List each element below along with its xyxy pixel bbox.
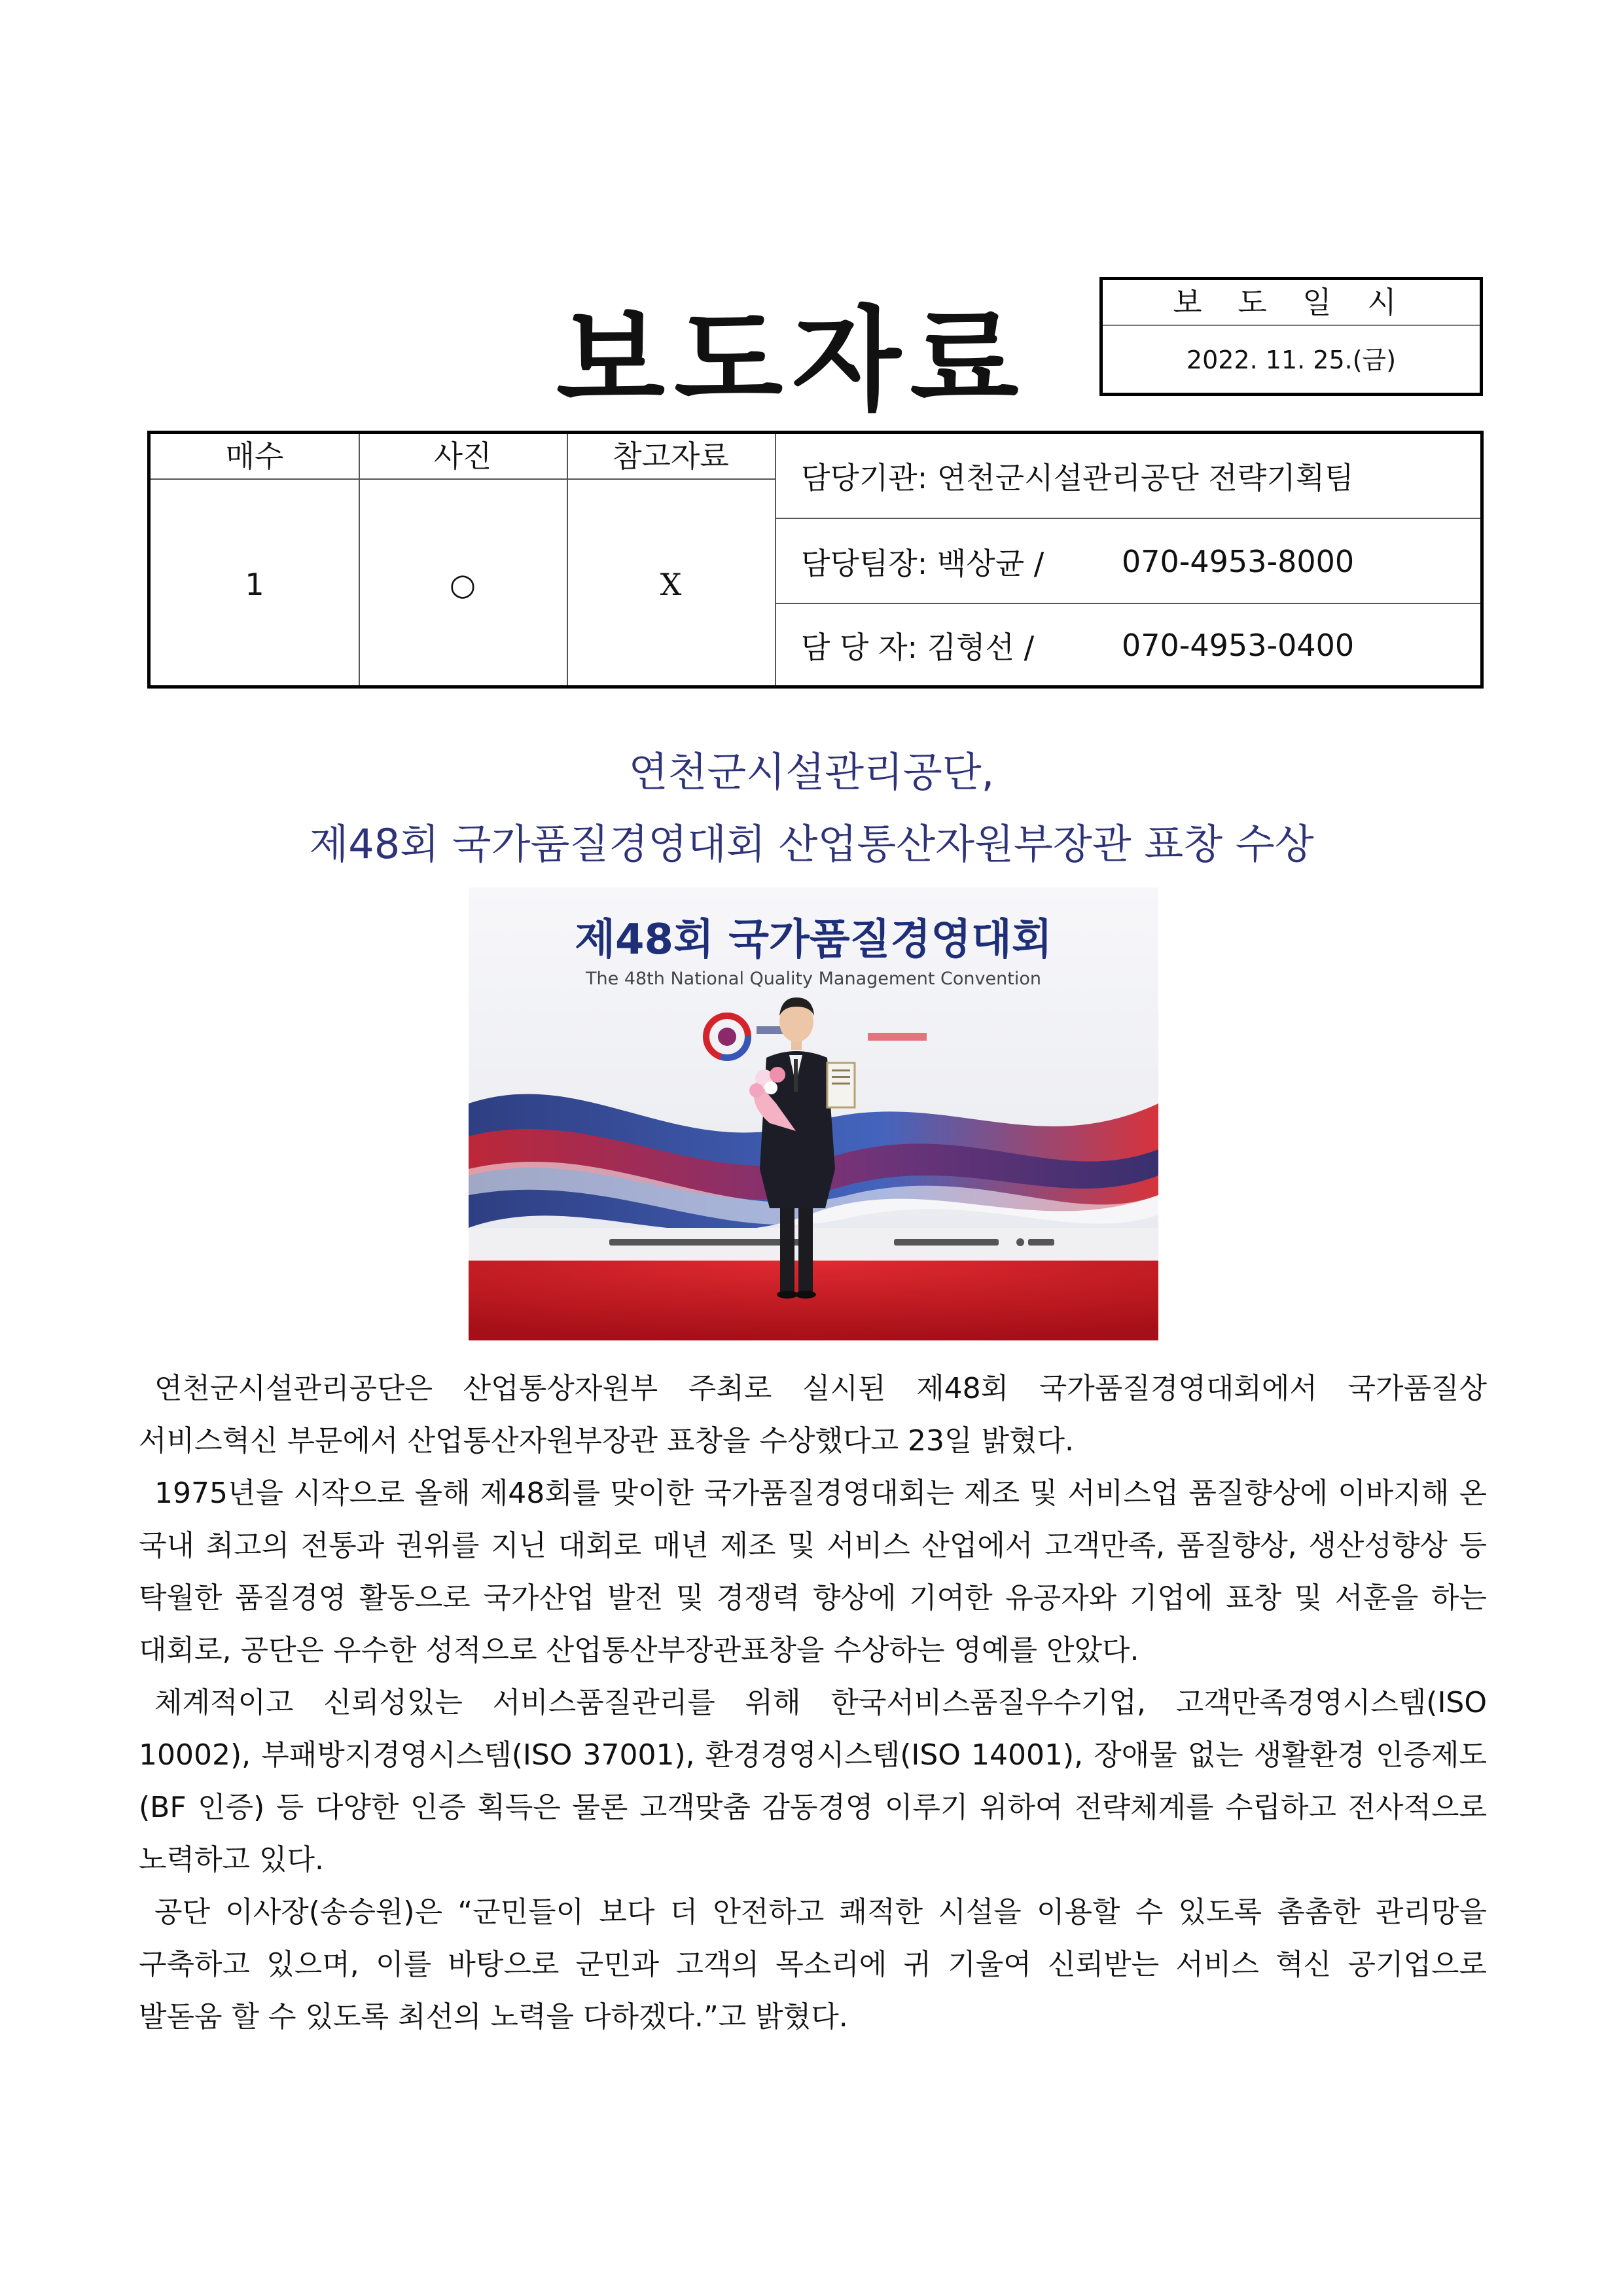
info-table: [147, 431, 1484, 689]
paragraph-2: 1975년을 시작으로 올해 제48회를 맞이한 국가품질경영대회는 제조 및 서비스업 품질향상에 이바지해 온 국내 최고의 전통과 권위를 지닌 대회로 매년 제조 및 서비스 산업에서 고객만족, 품질향상, 생산성향상 등 탁월한 품질경영 활동으로 국가산업 발전 및 경쟁력 향상에 기여한 유공자와 기업에 표창 및 서훈을 하는 대회로, 공단은 우수한 성적으로 산업통산부장관표창을 수상하는 영예를 안았다.: [139, 1477, 1487, 1667]
contact-org-label: 담당기관: 연천군시설관리공단 전략기획팀: [801, 460, 1354, 495]
headline-line1: 연천군시설관리공단,: [628, 748, 995, 796]
value-pages: 1: [245, 567, 264, 602]
contact-leader-label: 담당팀장: 백상균 /: [801, 546, 1044, 581]
value-photo: ○: [449, 567, 476, 602]
paragraph-4: 공단 이사장(송승원)은 “군민들이 보다 더 안전하고 쾌적한 시설을 이용할 수 있도록 촘촘한 관리망을 구축하고 있으며, 이를 바탕으로 군민과 고객의 목소리에 귀 기울여 신뢰받는 서비스 혁신 공기업으로 발돋움 할 수 있도록 최선의 노력을 다하겠다.”고 밝혔다.: [139, 1895, 1487, 2034]
header-photo: 사진: [359, 434, 567, 480]
headline-line2: 제48회 국가품질경영대회 산업통산자원부장관 표창 수상: [309, 820, 1314, 868]
header-pages: 매수: [151, 434, 359, 480]
contact-staff-phone: 070-4953-0400: [1122, 628, 1355, 663]
contact-staff: [775, 605, 1480, 685]
paragraph-1: 연천군시설관리공단은 산업통상자원부 주최로 실시된 제48회 국가품질경영대회에서 국가품질상 서비스혁신 부문에서 산업통산자원부장관 표창을 수상했다고 23일 밝혔다.: [139, 1372, 1487, 1458]
release-date-value: 2022. 11. 25.(금): [1186, 346, 1397, 374]
paragraph-3: 체계적이고 신뢰성있는 서비스품질관리를 위해 한국서비스품질우수기업, 고객만족경영시스템(ISO 10002), 부패방지경영시스템(ISO 37001), 환경경영시스템(ISO 14001), 장애물 없는 생활환경 인증제도(BF 인증) 등 다양한 인증 획득은 물론 고객맞춤 감동경영 이루기 위하여 전략체계를 수립하고 전사적으로 노력하고 있다.: [139, 1686, 1487, 1876]
banner-subtitle: The 48th National Quality Management Convention: [586, 969, 1041, 989]
page-title: 보도자료: [556, 293, 1028, 426]
value-reference: X: [660, 567, 682, 602]
award-photo: [469, 888, 1158, 1340]
header-reference: 참고자료: [567, 434, 775, 480]
release-date-label: 보 도 일 시: [1103, 280, 1480, 326]
contact-org: [775, 434, 1480, 519]
banner-title: 제48회 국가품질경영대회: [575, 916, 1052, 964]
article-body: [139, 1363, 1487, 2043]
release-date-box: [1099, 277, 1483, 396]
contact-team-leader: [775, 520, 1480, 604]
contact-staff-label: 담 당 자: 김형선 /: [801, 630, 1035, 665]
contact-leader-phone: 070-4953-8000: [1122, 544, 1355, 579]
